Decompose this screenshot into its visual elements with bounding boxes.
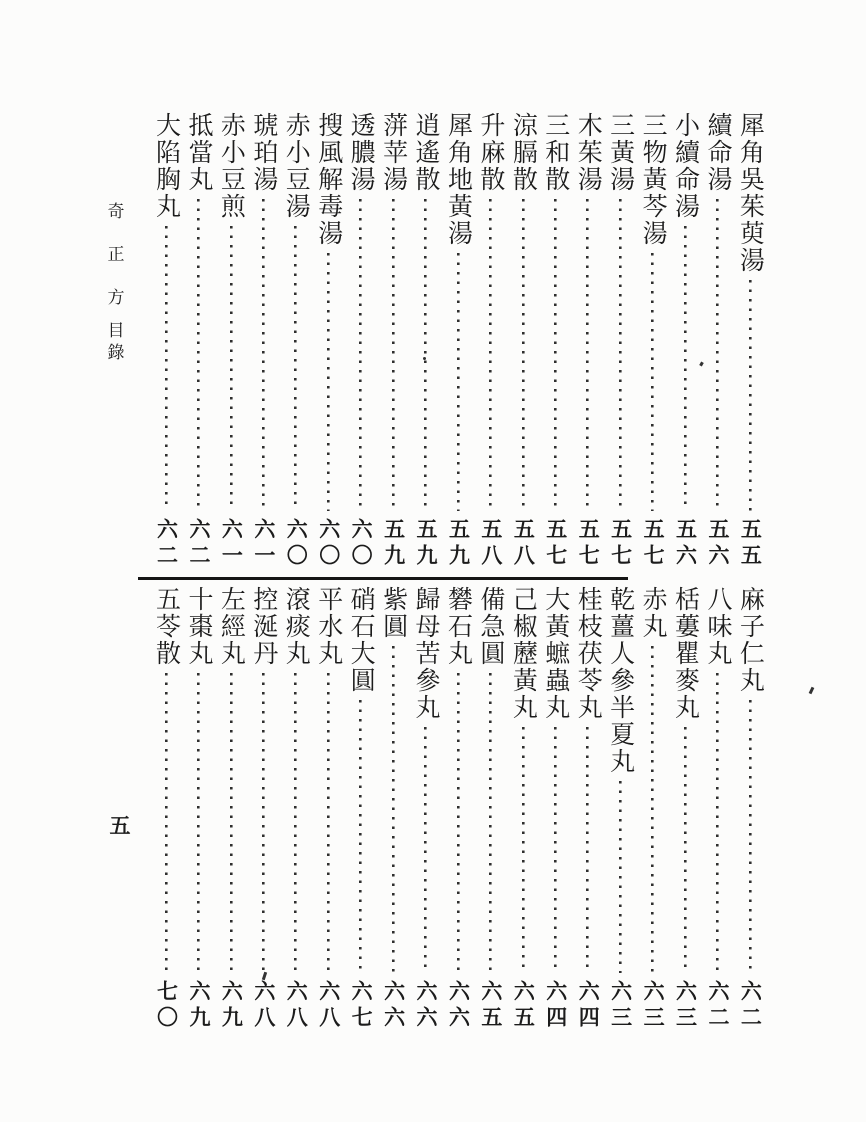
register-divider-rule xyxy=(138,577,628,580)
formula-name: 硝石大圓 xyxy=(347,586,375,694)
page-number: 六八 xyxy=(251,980,276,1032)
formula-name: 透膿湯 xyxy=(347,112,375,193)
page-number: 六二 xyxy=(705,980,730,1032)
formula-name: 大陷胸丸 xyxy=(152,112,180,220)
page-number: 五五 xyxy=(738,518,763,570)
page-number: 六五 xyxy=(511,980,536,1032)
dotted-leader xyxy=(734,700,766,975)
toc-entry xyxy=(215,112,247,572)
page-number: 五七 xyxy=(576,518,601,570)
toc-entry xyxy=(182,112,214,572)
page-number: 五九 xyxy=(446,518,471,570)
toc-entry xyxy=(442,112,474,572)
page-number: 六三 xyxy=(673,980,698,1032)
dotted-leader xyxy=(604,199,636,513)
dotted-leader xyxy=(572,199,604,513)
dotted-leader xyxy=(312,253,344,513)
dotted-leader xyxy=(312,673,344,975)
dotted-leader xyxy=(377,199,409,513)
toc-entry xyxy=(572,586,604,1034)
formula-name: 犀角吳茱萸湯 xyxy=(736,112,764,274)
scan-speck xyxy=(809,687,815,695)
formula-name: 左經丸 xyxy=(217,586,245,667)
dotted-leader xyxy=(215,226,247,513)
toc-entry xyxy=(701,112,733,572)
formula-name: 木茱湯 xyxy=(574,112,602,193)
page-number: 六〇 xyxy=(284,518,309,570)
toc-entry xyxy=(280,112,312,572)
page-number: 六六 xyxy=(381,980,406,1032)
toc-entry xyxy=(345,586,377,1034)
formula-name: 赤丸 xyxy=(639,586,667,640)
dotted-leader xyxy=(215,673,247,975)
formula-name: 滾痰丸 xyxy=(282,586,310,667)
dotted-leader xyxy=(474,673,506,975)
formula-name: 涼膈散 xyxy=(509,112,537,193)
toc-entry xyxy=(150,112,182,572)
toc-entry xyxy=(669,586,701,1034)
dotted-leader xyxy=(669,226,701,513)
formula-name: 小續命湯 xyxy=(671,112,699,220)
toc-entry xyxy=(377,112,409,572)
formula-name: 十棗丸 xyxy=(184,586,212,667)
page-number: 五七 xyxy=(608,518,633,570)
dotted-leader xyxy=(669,727,701,975)
toc-entry xyxy=(247,586,279,1034)
toc-entry xyxy=(474,112,506,572)
running-title-char: 方 xyxy=(107,288,125,307)
toc-entry xyxy=(280,586,312,1034)
dotted-leader xyxy=(507,727,539,975)
toc-entry xyxy=(734,586,766,1034)
page-number: 六〇 xyxy=(316,518,341,570)
scan-speck xyxy=(423,357,426,360)
formula-name: 桂枝茯苓丸 xyxy=(574,586,602,721)
folio-page-number: 五 xyxy=(109,814,131,838)
toc-entry xyxy=(539,112,571,572)
dotted-leader xyxy=(182,199,214,513)
toc-entry xyxy=(474,586,506,1034)
toc-entry xyxy=(410,112,442,572)
dotted-leader xyxy=(507,199,539,513)
page-number: 六三 xyxy=(641,980,666,1032)
dotted-leader xyxy=(539,199,571,513)
dotted-leader xyxy=(701,673,733,975)
dotted-leader xyxy=(734,280,766,513)
toc-entry xyxy=(507,112,539,572)
dotted-leader xyxy=(182,673,214,975)
page-number: 六一 xyxy=(251,518,276,570)
page-number: 五六 xyxy=(705,518,730,570)
formula-name: 逍遙散 xyxy=(412,112,439,193)
page-number: 六四 xyxy=(576,980,601,1032)
toc-bottom-register xyxy=(150,586,766,1034)
page-number: 五八 xyxy=(511,518,536,570)
toc-entry xyxy=(312,586,344,1034)
running-title-char: 奇 xyxy=(107,202,125,221)
formula-name: 乾薑人參半夏丸 xyxy=(606,586,634,775)
toc-entry xyxy=(150,586,182,1034)
formula-name: 蓱苹湯 xyxy=(379,112,407,193)
toc-entry xyxy=(572,112,604,572)
formula-name: 赤小豆湯 xyxy=(282,112,310,220)
page-number: 六九 xyxy=(219,980,244,1032)
toc-entry xyxy=(734,112,766,572)
page-number: 六一 xyxy=(219,518,244,570)
dotted-leader xyxy=(377,646,409,975)
page-number: 五九 xyxy=(414,518,438,570)
toc-entry xyxy=(604,112,636,572)
page-number: 六二 xyxy=(186,518,211,570)
formula-name: 琥珀湯 xyxy=(249,112,277,193)
formula-name: 麻子仁丸 xyxy=(736,586,764,694)
toc-entry xyxy=(701,586,733,1034)
dotted-leader xyxy=(247,673,279,975)
dotted-leader xyxy=(150,226,182,513)
dotted-leader xyxy=(442,253,474,513)
formula-name: 升麻散 xyxy=(476,112,504,193)
formula-name: 紫圓 xyxy=(379,586,407,640)
toc-entry xyxy=(377,586,409,1034)
formula-name: 己椒藶黃丸 xyxy=(509,586,537,721)
page-number: 六二 xyxy=(154,518,179,570)
formula-name: 續命湯 xyxy=(703,112,731,193)
formula-name: 礬石丸 xyxy=(444,586,472,667)
formula-name: 備急圓 xyxy=(476,586,504,667)
dotted-leader xyxy=(442,673,474,975)
toc-entry xyxy=(442,586,474,1034)
dotted-leader xyxy=(345,700,377,975)
formula-name: 八味丸 xyxy=(703,586,731,667)
dotted-leader xyxy=(280,673,312,975)
toc-entry xyxy=(312,112,344,572)
dotted-leader xyxy=(637,253,669,513)
formula-name: 抵當丸 xyxy=(184,112,212,193)
page-number: 五七 xyxy=(543,518,568,570)
toc-entry xyxy=(410,586,442,1034)
page-number: 六五 xyxy=(478,980,503,1032)
dotted-leader xyxy=(604,781,636,975)
formula-name: 犀角地黃湯 xyxy=(444,112,472,247)
formula-name: 三黃湯 xyxy=(606,112,634,193)
dotted-leader xyxy=(150,673,182,975)
page-number: 五七 xyxy=(641,518,666,570)
toc-entry xyxy=(604,586,636,1034)
page-number: 五九 xyxy=(381,518,406,570)
toc-entry xyxy=(637,586,669,1034)
formula-name: 栝蔞瞿麥丸 xyxy=(671,586,699,721)
dotted-leader xyxy=(345,199,377,513)
toc-entry xyxy=(507,586,539,1034)
toc-entry xyxy=(345,112,377,572)
page-number: 六六 xyxy=(446,980,471,1032)
formula-name: 五苓散 xyxy=(152,586,180,667)
formula-name: 赤小豆煎 xyxy=(217,112,245,220)
page-number: 六〇 xyxy=(349,518,374,570)
formula-name: 三和散 xyxy=(541,112,569,193)
toc-entry xyxy=(539,586,571,1034)
formula-name: 三物黃芩湯 xyxy=(639,112,667,247)
formula-name: 平水丸 xyxy=(314,586,342,667)
page-number: 五六 xyxy=(673,518,698,570)
formula-name: 大黃蟅蟲丸 xyxy=(541,586,569,721)
page-number: 六二 xyxy=(738,980,763,1032)
page-number: 六六 xyxy=(414,980,438,1032)
page-number: 六四 xyxy=(543,980,568,1032)
dotted-leader xyxy=(280,226,312,513)
toc-entry xyxy=(215,586,247,1034)
page-number: 七〇 xyxy=(154,980,179,1032)
toc-entry xyxy=(637,112,669,572)
page-number: 六三 xyxy=(608,980,633,1032)
dotted-leader xyxy=(572,727,604,975)
formula-name: 歸母苦參丸 xyxy=(412,586,439,721)
section-title-char: 錄 xyxy=(107,343,125,362)
dotted-leader xyxy=(247,199,279,513)
dotted-leader xyxy=(637,646,669,975)
page-number: 六八 xyxy=(316,980,341,1032)
dotted-leader xyxy=(474,199,506,513)
toc-entry xyxy=(669,112,701,572)
running-title xyxy=(100,203,132,361)
toc-entry xyxy=(182,586,214,1034)
dotted-leader xyxy=(701,199,733,513)
dotted-leader xyxy=(410,199,442,513)
dotted-leader xyxy=(410,727,442,975)
page-number: 六八 xyxy=(284,980,309,1032)
formula-name: 控涎丹 xyxy=(249,586,277,667)
section-title-char: 目 xyxy=(107,321,125,340)
running-title-char: 正 xyxy=(107,245,125,264)
page-number: 六七 xyxy=(349,980,374,1032)
formula-name: 搜風解毒湯 xyxy=(314,112,342,247)
toc-top-register xyxy=(150,112,766,572)
page-number: 六九 xyxy=(186,980,211,1032)
page-number: 五八 xyxy=(478,518,503,570)
toc-entry xyxy=(247,112,279,572)
dotted-leader xyxy=(539,727,571,975)
